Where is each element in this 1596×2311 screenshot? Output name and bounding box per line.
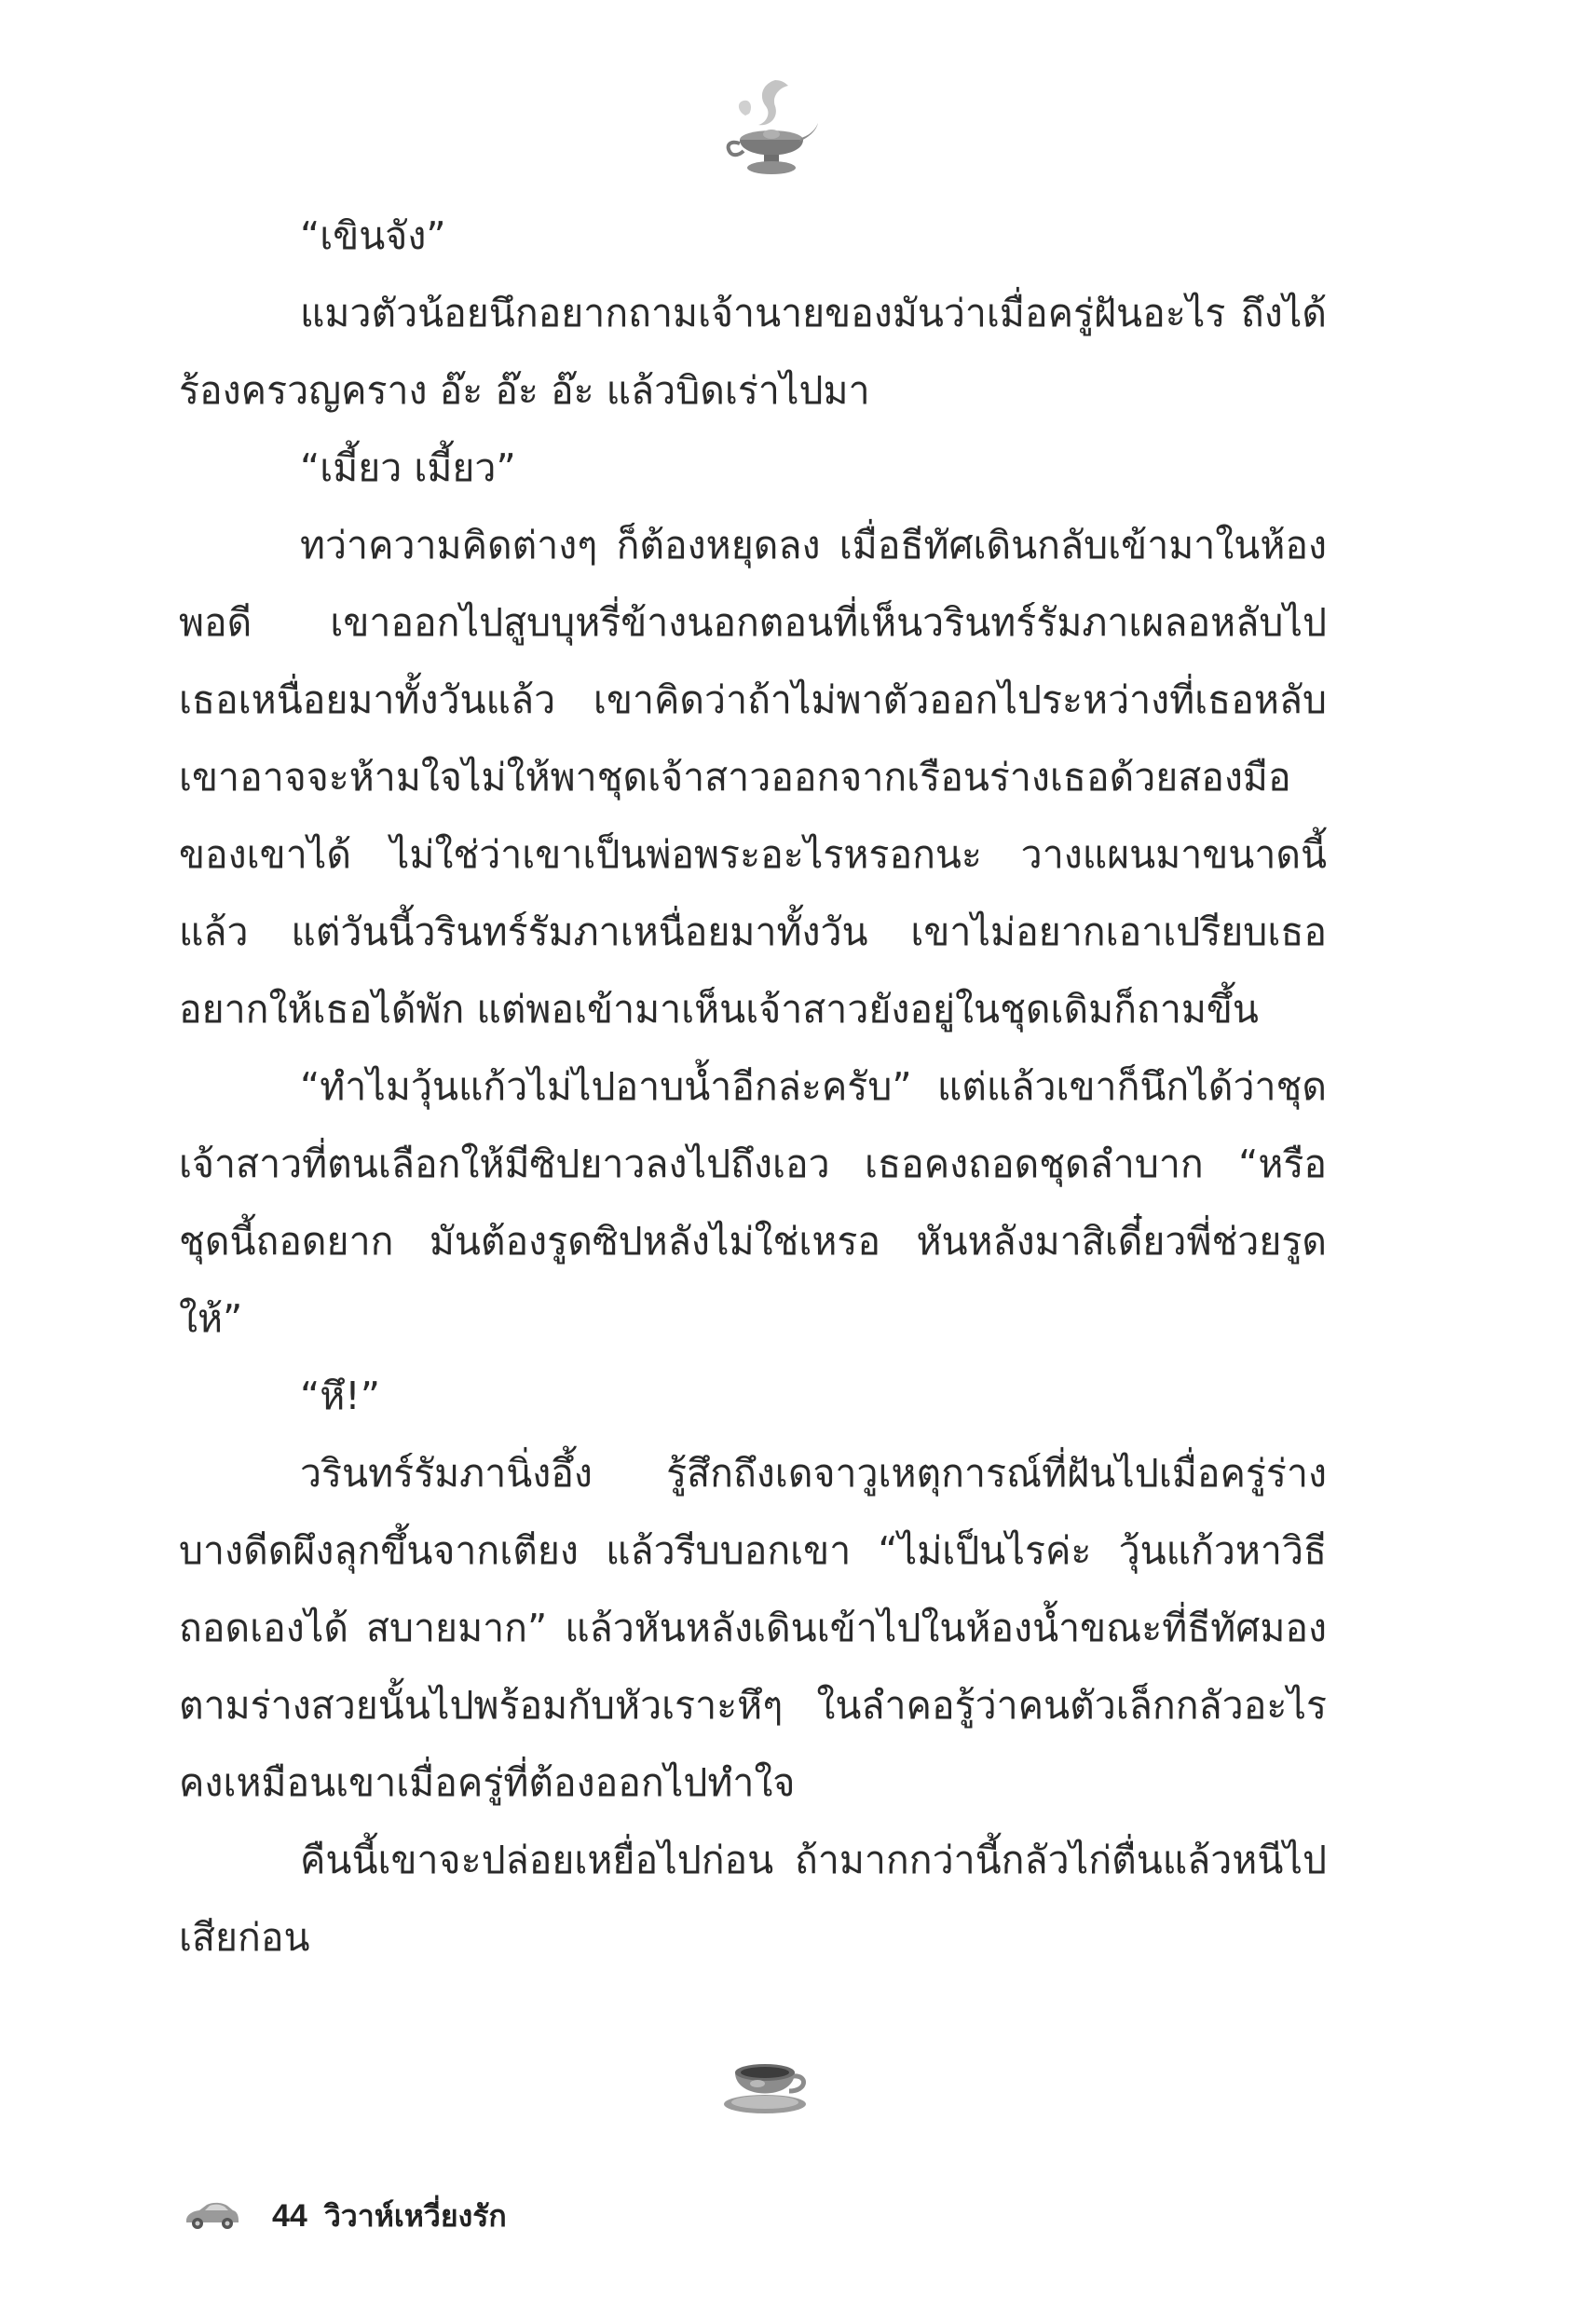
paragraph: วรินทร์รัมภานิ่งอึ้ง รู้สึกถึงเดจาวูเหตุการณ์ที่ฝันไปเมื่อครู่ร่างบางดีดผึงลุกขึ้นจากเตียง แล้วรีบบอกเขา “ไม่เป็นไรค่ะ วุ้นแก้วหาวิธีถอดเองได้ สบายมาก” แล้วหันหลังเดินเข้าไปในห้องน้ำขณะที่ธีทัศมองตามร่างสวยนั้นไปพร้อมกับหัวเราะหึๆ ในลำคอรู้ว่าคนตัวเล็กกลัวอะไร คงเหมือนเขาเมื่อครู่ที่ต้องออกไปทำใจ [179,1451,1327,1805]
coffee-cup-icon [720,2050,810,2115]
paragraph: “เมี้ยว เมี้ยว” [300,445,516,490]
page-number: 44 [272,2197,307,2234]
paragraph: คืนนี้เขาจะปล่อยเหยื่อไปก่อน ถ้ามากกว่านี้กลัวไก่ตื่นแล้วหนีไปเสียก่อน [179,1838,1327,1960]
book-title: วิวาห์เหวี่ยงรัก [323,2197,507,2234]
story-text [179,198,1327,1976]
paragraph: “เขินจัง” [300,213,446,258]
genie-lamp-icon [717,75,820,186]
paragraph: “ทำไมวุ้นแก้วไม่ไปอาบน้ำอีกล่ะครับ” แต่แล้วเขาก็นึกได้ว่าชุดเจ้าสาวที่ตนเลือกให้มีซิปยาวลงไปถึงเอว เธอคงถอดชุดลำบาก “หรือชุดนี้ถอดยาก มันต้องรูดซิปหลังไม่ใช่เหรอ หันหลังมาสิเดี๋ยวพี่ช่วยรูดให้” [179,1064,1327,1341]
paragraph: ทว่าความคิดต่างๆ ก็ต้องหยุดลง เมื่อธีทัศเดินกลับเข้ามาในห้องพอดี เขาออกไปสูบบุหรี่ข้างนอกตอนที่เห็นวรินทร์รัมภาเผลอหลับไป เธอเหนื่อยมาทั้งวันแล้ว เขาคิดว่าถ้าไม่พาตัวออกไประหว่างที่เธอหลับเขาอาจจะห้ามใจไม่ให้พาชุดเจ้าสาวออกจากเรือนร่างเธอด้วยสองมือของเขาได้ ไม่ใช่ว่าเขาเป็นพ่อพระอะไรหรอกนะ วางแผนมาขนาดนี้แล้ว แต่วันนี้วรินทร์รัมภาเหนื่อยมาทั้งวัน เขาไม่อยากเอาเปรียบเธอ อยากให้เธอได้พัก แต่พอเข้ามาเห็นเจ้าสาวยังอยู่ในชุดเดิมก็ถามขึ้น [179,523,1327,1032]
paragraph: แมวตัวน้อยนึกอยากถามเจ้านายของมันว่าเมื่อครู่ฝันอะไร ถึงได้ร้องครวญคราง อ๊ะ อ๊ะ อ๊ะ แล้วบิดเร่าไปมา [179,291,1327,413]
paragraph: “หึ!” [300,1374,380,1418]
page-footer [183,2188,507,2244]
car-icon [183,2200,240,2232]
